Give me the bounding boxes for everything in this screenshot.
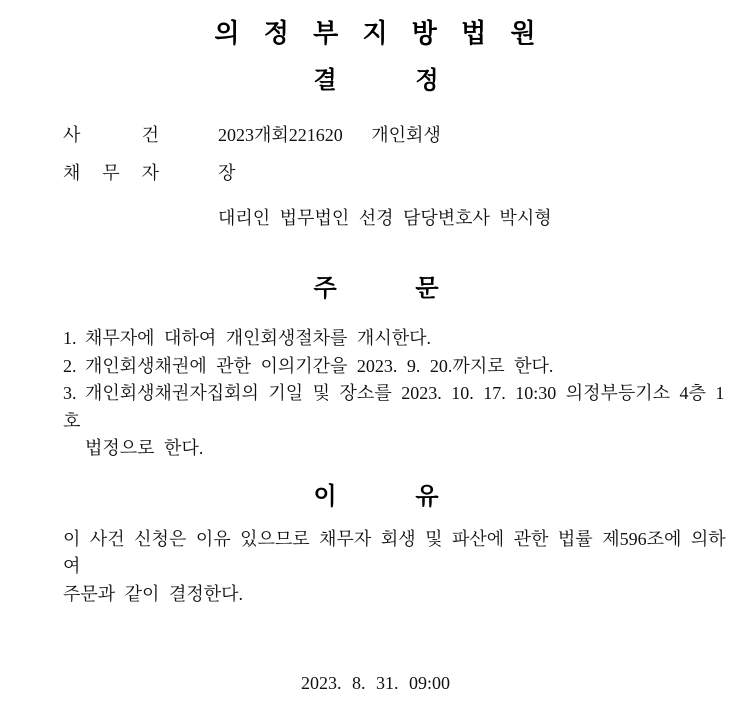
- order-item-1: [63, 325, 735, 353]
- debtor-label-char: 자: [141, 163, 159, 183]
- reason-heading-char-right: 유: [415, 482, 439, 510]
- order-item-number: 2.: [63, 355, 77, 376]
- representative-line: 대리인 법무법인 선경 담당변호사 박시형: [218, 208, 552, 228]
- order-item-2: [63, 353, 735, 381]
- order-item-3: [63, 380, 735, 463]
- case-info-block: [63, 123, 735, 230]
- case-label-char: 건: [141, 125, 159, 145]
- debtor-row: [63, 161, 735, 185]
- court-name-title: 의 정 부 지 방 법 원: [214, 18, 537, 48]
- reason-line: 주문과 같이 결정한다.: [63, 583, 243, 604]
- order-section-heading: [314, 273, 439, 304]
- order-heading-char-left: 주: [313, 275, 337, 302]
- order-item-text: 개인회생채권에 관한 이의기간을 2023. 9. 20.까지로 한다.: [85, 355, 554, 376]
- debtor-label-char: 채: [63, 163, 81, 183]
- order-item-text: 채무자에 대하여 개인회생절차를 개시한다.: [85, 328, 431, 348]
- reason-heading-char-left: 이: [313, 482, 337, 510]
- debtor-label: [63, 161, 159, 185]
- case-number-row: [63, 123, 735, 147]
- order-item-text: 개인회생채권자집회의 기일 및 장소를 2023. 10. 17. 10:30 의정부등기소 4층 1호: [63, 383, 725, 431]
- case-label-char: 사: [63, 125, 81, 145]
- case-label: [63, 123, 159, 147]
- doc-type-heading: [314, 65, 439, 96]
- doc-type-char-right: 정: [415, 67, 439, 94]
- doc-type-char-left: 결: [313, 67, 337, 94]
- order-item-number: 3.: [63, 383, 77, 403]
- reason-section-heading: [314, 481, 439, 512]
- case-number-value: 2023개회221620 개인회생: [218, 125, 441, 145]
- reason-line: 이 사건 신청은 이유 있으므로 채무자 회생 및 파산에 관한 법률 제596조에 의하여: [63, 528, 726, 576]
- order-item-text-continuation: 법정으로 한다.: [85, 438, 204, 458]
- order-item-number: 1.: [63, 328, 77, 348]
- debtor-label-char: 무: [102, 163, 120, 183]
- debtor-name-value: 장: [218, 163, 236, 183]
- order-items-list: [63, 325, 735, 463]
- reason-paragraph: [63, 526, 735, 609]
- decision-datetime: 2023. 8. 31. 09:00: [300, 673, 450, 693]
- order-heading-char-right: 문: [415, 275, 439, 302]
